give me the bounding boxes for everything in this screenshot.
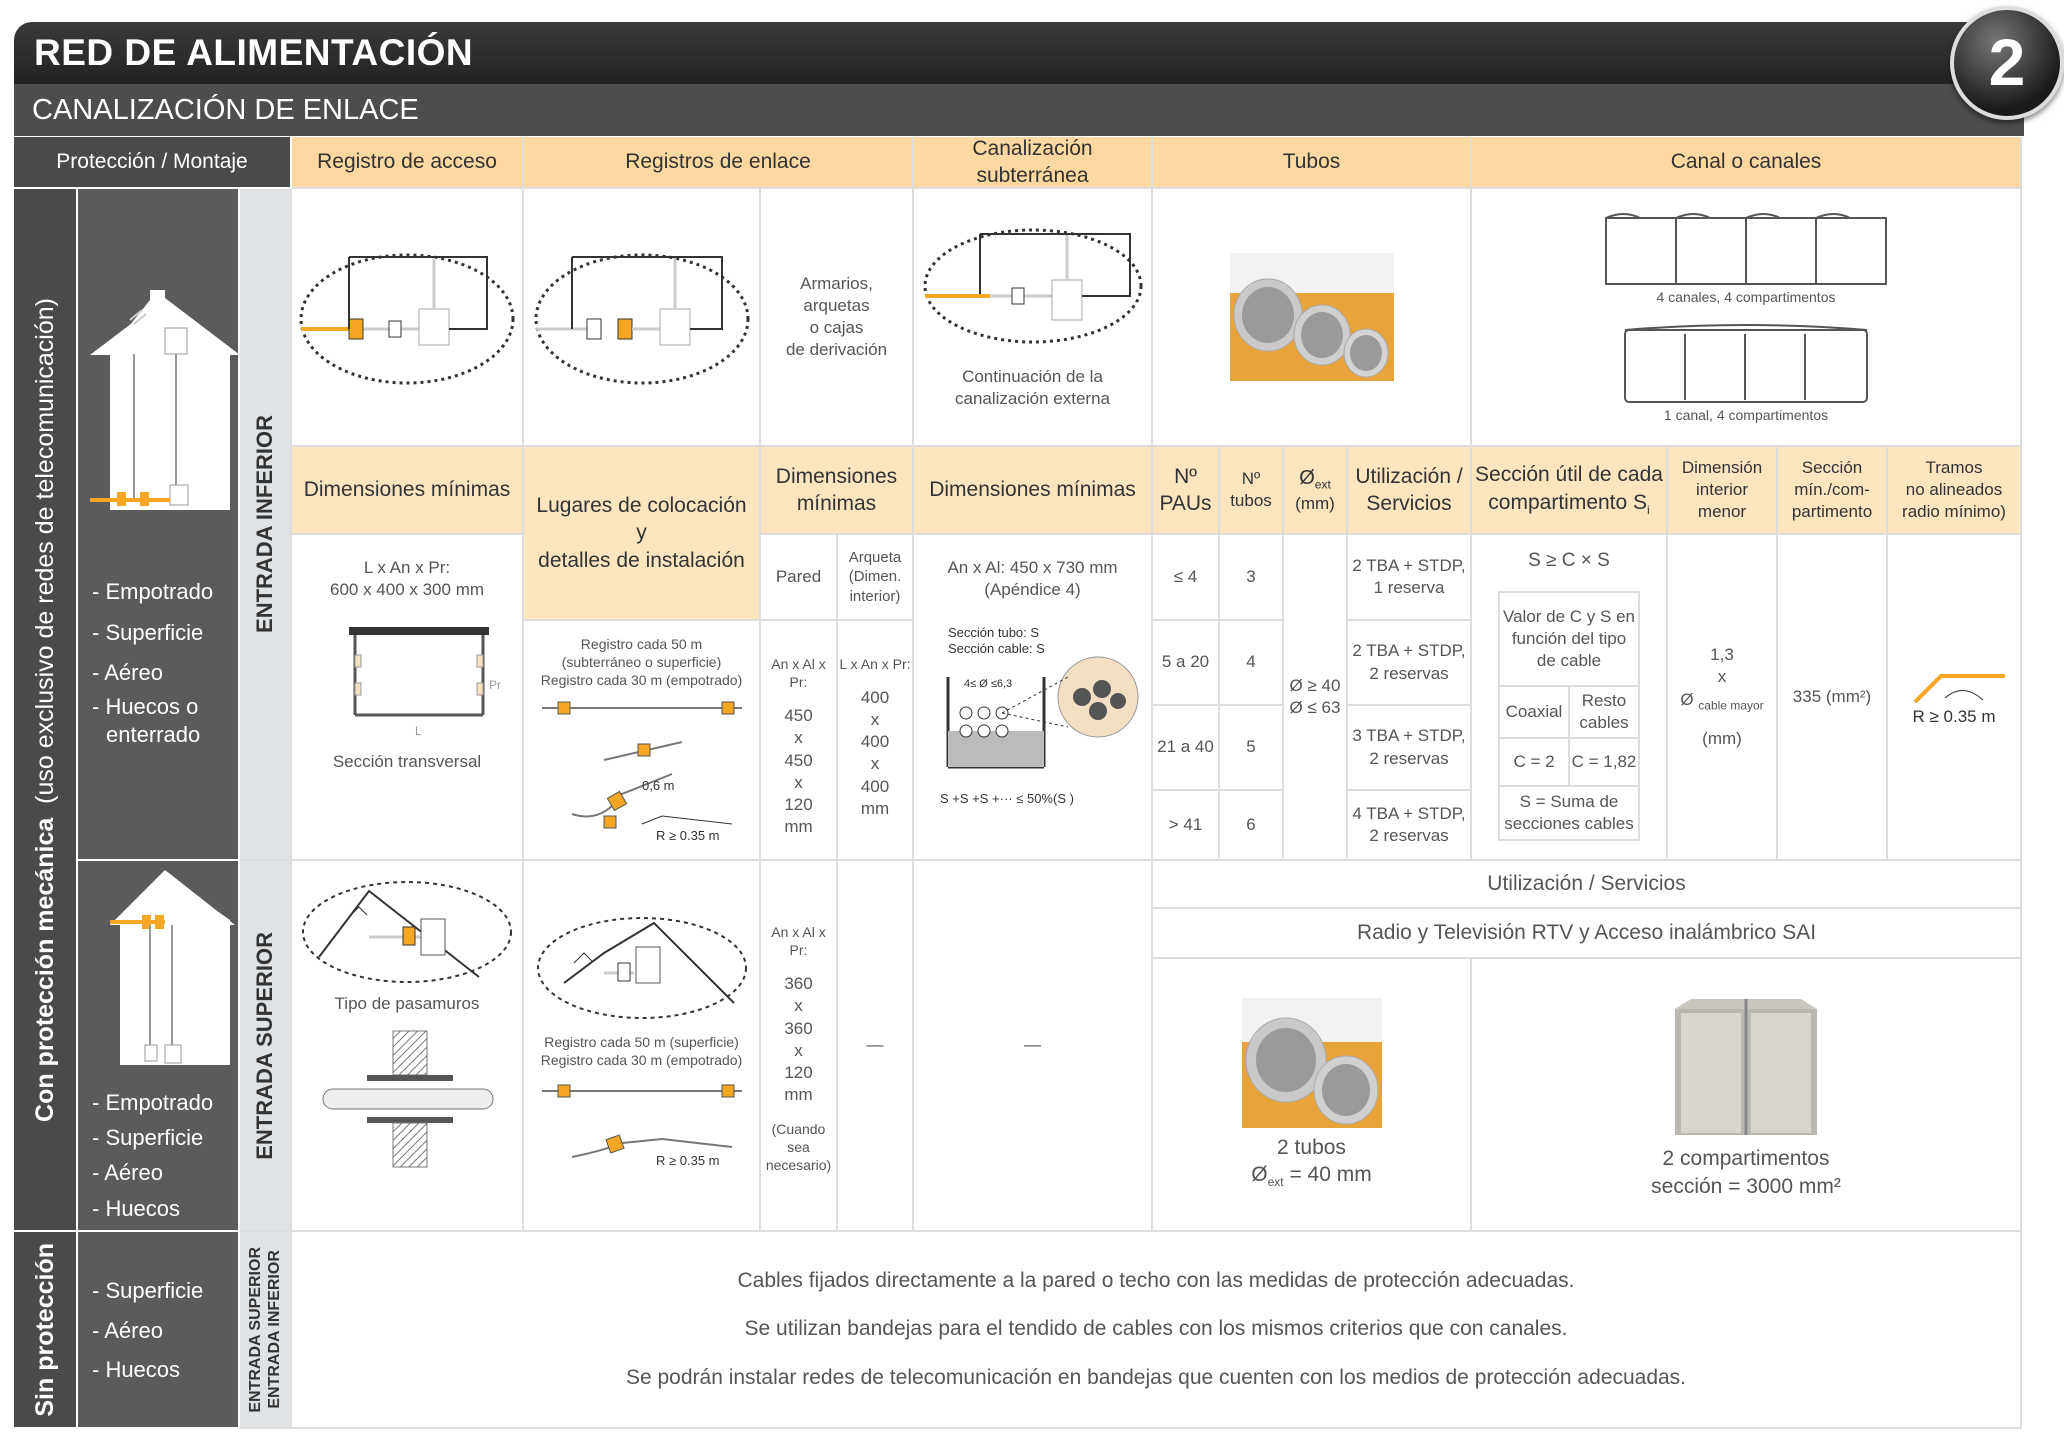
chapter-badge — [1950, 6, 2064, 120]
subtitle-bar — [14, 84, 2024, 136]
registro-line: (subterráneo o superficie) — [561, 654, 722, 671]
sup-val: sea — [787, 1139, 810, 1156]
tubos-photo-cell — [1153, 189, 1472, 447]
pasamuros-diagram — [299, 877, 515, 987]
r-035-sup: R ≥ 0.35 m — [655, 1153, 719, 1169]
con-proteccion-label: Con protección mecánica — [30, 817, 59, 1122]
suma-line: secciones cables — [1504, 814, 1634, 833]
tramos-line: no alineados — [1905, 479, 2003, 499]
seccion-util-line: compartimento S — [1488, 490, 1648, 514]
n-paus-line: Nº — [1174, 464, 1197, 488]
paus-cell: 5 a 20 — [1153, 621, 1220, 706]
diam-line: Ø ≤ 63 — [1289, 698, 1341, 717]
valor-c-line: de cable — [1536, 651, 1602, 671]
dim-min2-line: mínimas — [796, 492, 877, 515]
lxanxpr2-label: L x An x Pr: — [839, 656, 911, 672]
servicio-cell — [1348, 535, 1472, 621]
sub-section-diagram — [918, 617, 1148, 817]
n-tubos-line: Nº — [1241, 468, 1261, 488]
canal-4-icon — [1604, 210, 1888, 288]
sup-val: x — [794, 996, 803, 1016]
list2-item: - Empotrado — [92, 1090, 214, 1115]
seccion-util-line: Sección útil de cada — [1475, 463, 1663, 487]
o-sym: Ø — [1251, 1163, 1268, 1187]
list2-item: - Huecos — [92, 1195, 181, 1221]
r-035-label: R ≥ 0.35 m — [655, 827, 719, 843]
anxalxpr-label: An x Al x Pr: — [771, 656, 826, 691]
n-tubos-header — [1220, 447, 1284, 535]
seccion-335-cell: 335 (mm²) — [1778, 535, 1888, 861]
servicio-line: 4 TBA + STDP, — [1352, 803, 1466, 823]
sec-cable: Sección cable: S — [947, 641, 1045, 657]
col-canal: Canal o canales — [1472, 137, 2022, 189]
tubes-photo — [1230, 253, 1394, 381]
n-paus-header — [1153, 447, 1220, 535]
arqueta-line: interior) — [849, 587, 901, 605]
dash-cell-2: — — [914, 861, 1153, 1232]
sup-val: 360 — [784, 974, 813, 994]
armarios-line: arquetas — [803, 295, 870, 315]
arq-val: 400 — [860, 732, 890, 752]
entrada-both — [240, 1232, 292, 1429]
registros-enlace-diagram — [524, 189, 761, 447]
registro-acceso-dims — [292, 535, 524, 861]
dos-tubos-label: 2 tubos — [1277, 1135, 1346, 1159]
pared-val: 450 — [784, 706, 813, 726]
servicio-line: 2 TBA + STDP, — [1352, 641, 1466, 661]
list2-item: - Superficie — [92, 1125, 204, 1151]
sin-line: Se podrán instalar redes de telecomunicación en bandejas que cuenten con los medios de protección adecuadas. — [625, 1365, 1687, 1389]
armarios-line: o cajas — [809, 318, 864, 337]
paus-cell: 21 a 40 — [1153, 706, 1220, 791]
house-inferior-icon — [90, 290, 240, 515]
lugares-content — [524, 621, 761, 861]
seccion-min-header — [1778, 447, 1888, 535]
seccion-min-line: partimento — [1791, 502, 1873, 522]
arq-val: 400 — [860, 776, 890, 796]
l-label: L — [415, 724, 422, 739]
tubos-cell: 4 — [1220, 621, 1284, 706]
page-subtitle: CANALIZACIÓN DE ENLACE — [32, 94, 419, 126]
list1-item: - Aéreo — [92, 660, 163, 686]
arqueta-header — [838, 535, 914, 621]
tubos-cell: 5 — [1220, 706, 1284, 791]
entrada-superior-label: ENTRADA SUPERIOR — [251, 931, 277, 1160]
o-ext-header — [1284, 447, 1348, 535]
arqueta-line: (Dimen. — [848, 568, 902, 586]
side-sin-proteccion — [14, 1232, 78, 1429]
lugares-line: Lugares de colocación — [536, 494, 747, 518]
tipo-pasamuros-label: Tipo de pasamuros — [334, 994, 480, 1013]
anxalxpr-sup: An x Al x Pr: — [771, 924, 826, 959]
suma-box — [1498, 785, 1640, 841]
o40: = 40 mm — [1289, 1163, 1372, 1187]
sec-tubo: Sección tubo: S — [947, 625, 1039, 641]
sin-line: Se utilizan bandejas para el tendido de cables con los mismos criterios que con canales. — [744, 1317, 1568, 1341]
lugares-sup-diagram — [534, 913, 750, 1023]
sin-proteccion-label: Sin protección — [30, 1242, 59, 1417]
formula: S +S +S +··· ≤ 50%(S ) — [939, 791, 1074, 807]
ext-sub-sup: ext — [1267, 1175, 1284, 1190]
canal-1-label: 1 canal, 4 compartimentos — [1663, 407, 1829, 423]
canal-1-icon — [1621, 320, 1871, 406]
tramos-bend-icon — [1899, 666, 2009, 706]
lugares-line: y — [636, 521, 647, 545]
servicio-cell — [1348, 791, 1472, 861]
utilizacion-sup: Utilización / Servicios — [1153, 861, 2022, 909]
list3-item: - Aéreo — [92, 1317, 163, 1343]
entrada-inferior — [240, 189, 292, 861]
ext-sub: ext — [1314, 477, 1331, 492]
side-con-proteccion — [14, 189, 78, 1232]
rtv-sai: Radio y Televisión RTV y Acceso inalámbrico SAI — [1153, 909, 2022, 959]
sup-val: 120 — [784, 1062, 813, 1082]
pr-label: Pr — [489, 678, 501, 693]
seccion-min-line: mín./com- — [1794, 479, 1870, 499]
chapter-number: 2 — [1988, 25, 2026, 99]
servicio-line: 3 TBA + STDP, — [1352, 726, 1466, 746]
sin-line: Cables fijados directamente a la pared o techo con las medidas de protección adecuadas. — [737, 1269, 1575, 1293]
dim-minimas-3: Dimensiones mínimas — [914, 447, 1153, 535]
lxanxpr-line: L x An x Pr: — [363, 558, 451, 577]
paus-cell: ≤ 4 — [1153, 535, 1220, 621]
dim-interior-cell — [1668, 535, 1778, 861]
servicio-cell — [1348, 621, 1472, 706]
dos-comp-label: 2 compartimentos — [1662, 1147, 1830, 1171]
arqueta-line: Arqueta — [848, 548, 902, 566]
servicio-line: 1 reserva — [1373, 578, 1445, 597]
pared-val: mm — [784, 816, 813, 836]
n-tubos-line: tubos — [1230, 491, 1272, 510]
paus-cell: > 41 — [1153, 791, 1220, 861]
list1-item: enterrado — [106, 722, 201, 748]
pared-vals — [761, 621, 838, 861]
servicio-line: 2 TBA + STDP, — [1352, 555, 1466, 575]
armarios-line: Armarios, — [800, 273, 873, 293]
registro-sup-line: Registro cada 30 m (empotrado) — [540, 1052, 743, 1069]
tubos-cell: 6 — [1220, 791, 1284, 861]
list3-item: - Huecos — [92, 1357, 181, 1383]
entrada-inferior-label: ENTRADA INFERIOR — [251, 415, 277, 633]
r-tramos: R ≥ 0.35 m — [1912, 706, 1996, 726]
continuacion-line: Continuación de la — [962, 366, 1103, 386]
col-canalizacion-subterranea: Canalización subterránea — [914, 137, 1153, 189]
o-ext-unit: (mm) — [1295, 493, 1335, 513]
dim-val: (mm) — [1702, 728, 1742, 748]
registro-line: Registro cada 30 m (empotrado) — [540, 672, 743, 689]
pared-header: Pared — [761, 535, 838, 621]
lugares-header — [524, 447, 761, 621]
pared-val: 120 — [784, 794, 813, 814]
dim-minimas-1: Dimensiones mínimas — [292, 447, 524, 535]
montaje-list-3 — [92, 1271, 203, 1390]
page-title: RED DE ALIMENTACIÓN — [34, 32, 474, 73]
dist-06: 0,6 m — [641, 777, 675, 793]
pared-val: 450 — [784, 750, 813, 770]
an-al-line: (Apéndice 4) — [984, 580, 1081, 600]
registro-acceso-diagram — [292, 189, 524, 447]
o-symbol: Ø — [1299, 466, 1315, 489]
o-range: 4≤ Ø ≤6,3 — [963, 678, 1012, 691]
diametro-cell — [1284, 535, 1348, 861]
armarios-cell — [761, 189, 914, 447]
arqueta-vals — [838, 621, 914, 861]
c2: C = 2 — [1498, 737, 1570, 787]
lugares-line: detalles de instalación — [538, 548, 745, 572]
resto-box — [1568, 685, 1640, 739]
registro-sup-line: Registro cada 50 m (superficie) — [544, 1034, 739, 1050]
resto-line: Resto — [1581, 690, 1627, 710]
cable-mayor: cable mayor — [1698, 697, 1764, 712]
valor-c-line: función del tipo — [1511, 628, 1627, 648]
servicio-line: 2 reservas — [1369, 748, 1449, 768]
tramos-line: radio mínimo) — [1902, 502, 2006, 522]
seccion-sub: i — [1647, 502, 1650, 517]
title-bar — [14, 22, 2024, 84]
an-al-line: An x Al: 450 x 730 mm — [947, 558, 1118, 577]
pared-val: x — [794, 728, 803, 748]
utilizacion-line: Utilización / — [1355, 464, 1463, 488]
valor-c-box — [1498, 591, 1640, 687]
utilizacion-header — [1348, 447, 1472, 535]
list1-item: - Empotrado — [92, 579, 214, 604]
entrada-sup2-label: ENTRADA SUPERIOR — [246, 1246, 264, 1413]
pasamuros-cell — [292, 861, 524, 1232]
col-tubos: Tubos — [1153, 137, 1472, 189]
dos-comp-photo — [1671, 989, 1821, 1139]
subterranea-diagram — [914, 189, 1153, 447]
list1-item: - Huecos o — [92, 694, 199, 720]
sup-val: necesario) — [765, 1157, 832, 1174]
continuacion-line: canalización externa — [955, 389, 1110, 408]
tramos-header — [1888, 447, 2022, 535]
lugares-sup-cell — [524, 861, 761, 1232]
dash-cell-1: — — [838, 861, 914, 1232]
subterranea-dims — [914, 535, 1153, 861]
resto-line: cables — [1579, 713, 1629, 732]
entrada-sup-dims — [761, 861, 838, 1232]
sup-val: mm — [784, 1084, 813, 1104]
list3-item: - Superficie — [92, 1278, 204, 1303]
lugares-diagram — [532, 694, 752, 844]
list1-item: - Superficie — [92, 619, 204, 645]
seccion-util-cell — [1472, 535, 1668, 861]
registro-line: Registro cada 50 m — [580, 636, 703, 652]
arq-val: x — [870, 754, 880, 774]
dim-val: x — [1717, 667, 1727, 687]
canal-4-label: 4 canales, 4 compartimentos — [1656, 288, 1836, 305]
entrada-superior — [240, 861, 292, 1232]
seccion-min-line: Sección — [1801, 457, 1863, 477]
house-superior-icon — [110, 870, 240, 1070]
sin-proteccion-text — [292, 1232, 2022, 1429]
col-registros-enlace: Registros de enlace — [524, 137, 914, 189]
sup-val: 360 — [784, 1018, 813, 1038]
pasamuros-icon — [317, 1029, 497, 1179]
sup-val: (Cuando — [771, 1120, 826, 1137]
arq-val: mm — [860, 798, 890, 818]
utilizacion-line: Servicios — [1366, 492, 1452, 515]
tramos-line: Tramos — [1925, 457, 1983, 477]
dim-val: 1,3 — [1710, 645, 1734, 665]
arq-val: 400 — [860, 688, 890, 708]
servicio-cell — [1348, 706, 1472, 791]
valor-c-line: Valor de C y S en — [1503, 606, 1635, 626]
dos-tubos-photo — [1242, 998, 1382, 1128]
col-proteccion: Protección / Montaje — [14, 137, 292, 189]
servicio-line: 2 reservas — [1369, 826, 1449, 845]
n-paus-line: PAUs — [1159, 492, 1212, 515]
canal-diagram-cell — [1472, 189, 2022, 447]
dim-interior-line: interior — [1696, 479, 1748, 499]
sup-val: x — [794, 1040, 803, 1060]
servicio-line: 2 reservas — [1369, 663, 1449, 683]
tramos-cell — [1888, 535, 2022, 861]
seccion-3000: sección = 3000 mm² — [1651, 1174, 1841, 1198]
c182: C = 1,82 — [1568, 737, 1640, 787]
dim-minimas-2 — [761, 447, 914, 535]
montaje-list-1 — [92, 572, 213, 751]
uso-exclusivo-label: (uso exclusivo de redes de telecomunicación) — [30, 297, 59, 804]
montaje-list-2 — [92, 1085, 213, 1226]
dim-min2-line: Dimensiones — [775, 464, 898, 488]
armarios-line: de derivación — [785, 340, 888, 360]
coaxial: Coaxial — [1498, 685, 1570, 739]
dim-val: Ø — [1680, 689, 1694, 709]
entrada-inf2-label: ENTRADA INFERIOR — [266, 1250, 283, 1409]
diam-line: Ø ≥ 40 — [1289, 675, 1341, 695]
pared-val: x — [794, 772, 803, 792]
seccion-transversal-label: Sección transversal — [332, 752, 482, 772]
dim-interior-header — [1668, 447, 1778, 535]
lxanxpr-line: 600 x 400 x 300 mm — [329, 580, 485, 600]
si-formula: S ≥ C × S — [1528, 550, 1610, 571]
list2-item: - Aéreo — [92, 1160, 163, 1186]
seccion-util-header — [1472, 447, 1668, 535]
dos-comp-cell — [1472, 959, 2022, 1232]
arq-val: x — [870, 710, 880, 730]
dos-tubos-cell — [1153, 959, 1472, 1232]
suma-line: S = Suma de — [1519, 791, 1619, 811]
dim-interior-line: Dimensión — [1681, 457, 1763, 477]
lugares-sup-icons — [532, 1077, 752, 1177]
seccion-transversal-icon — [317, 617, 501, 739]
col-registro-acceso: Registro de acceso — [292, 137, 524, 189]
dim-interior-line: menor — [1697, 502, 1747, 522]
tubos-cell: 3 — [1220, 535, 1284, 621]
